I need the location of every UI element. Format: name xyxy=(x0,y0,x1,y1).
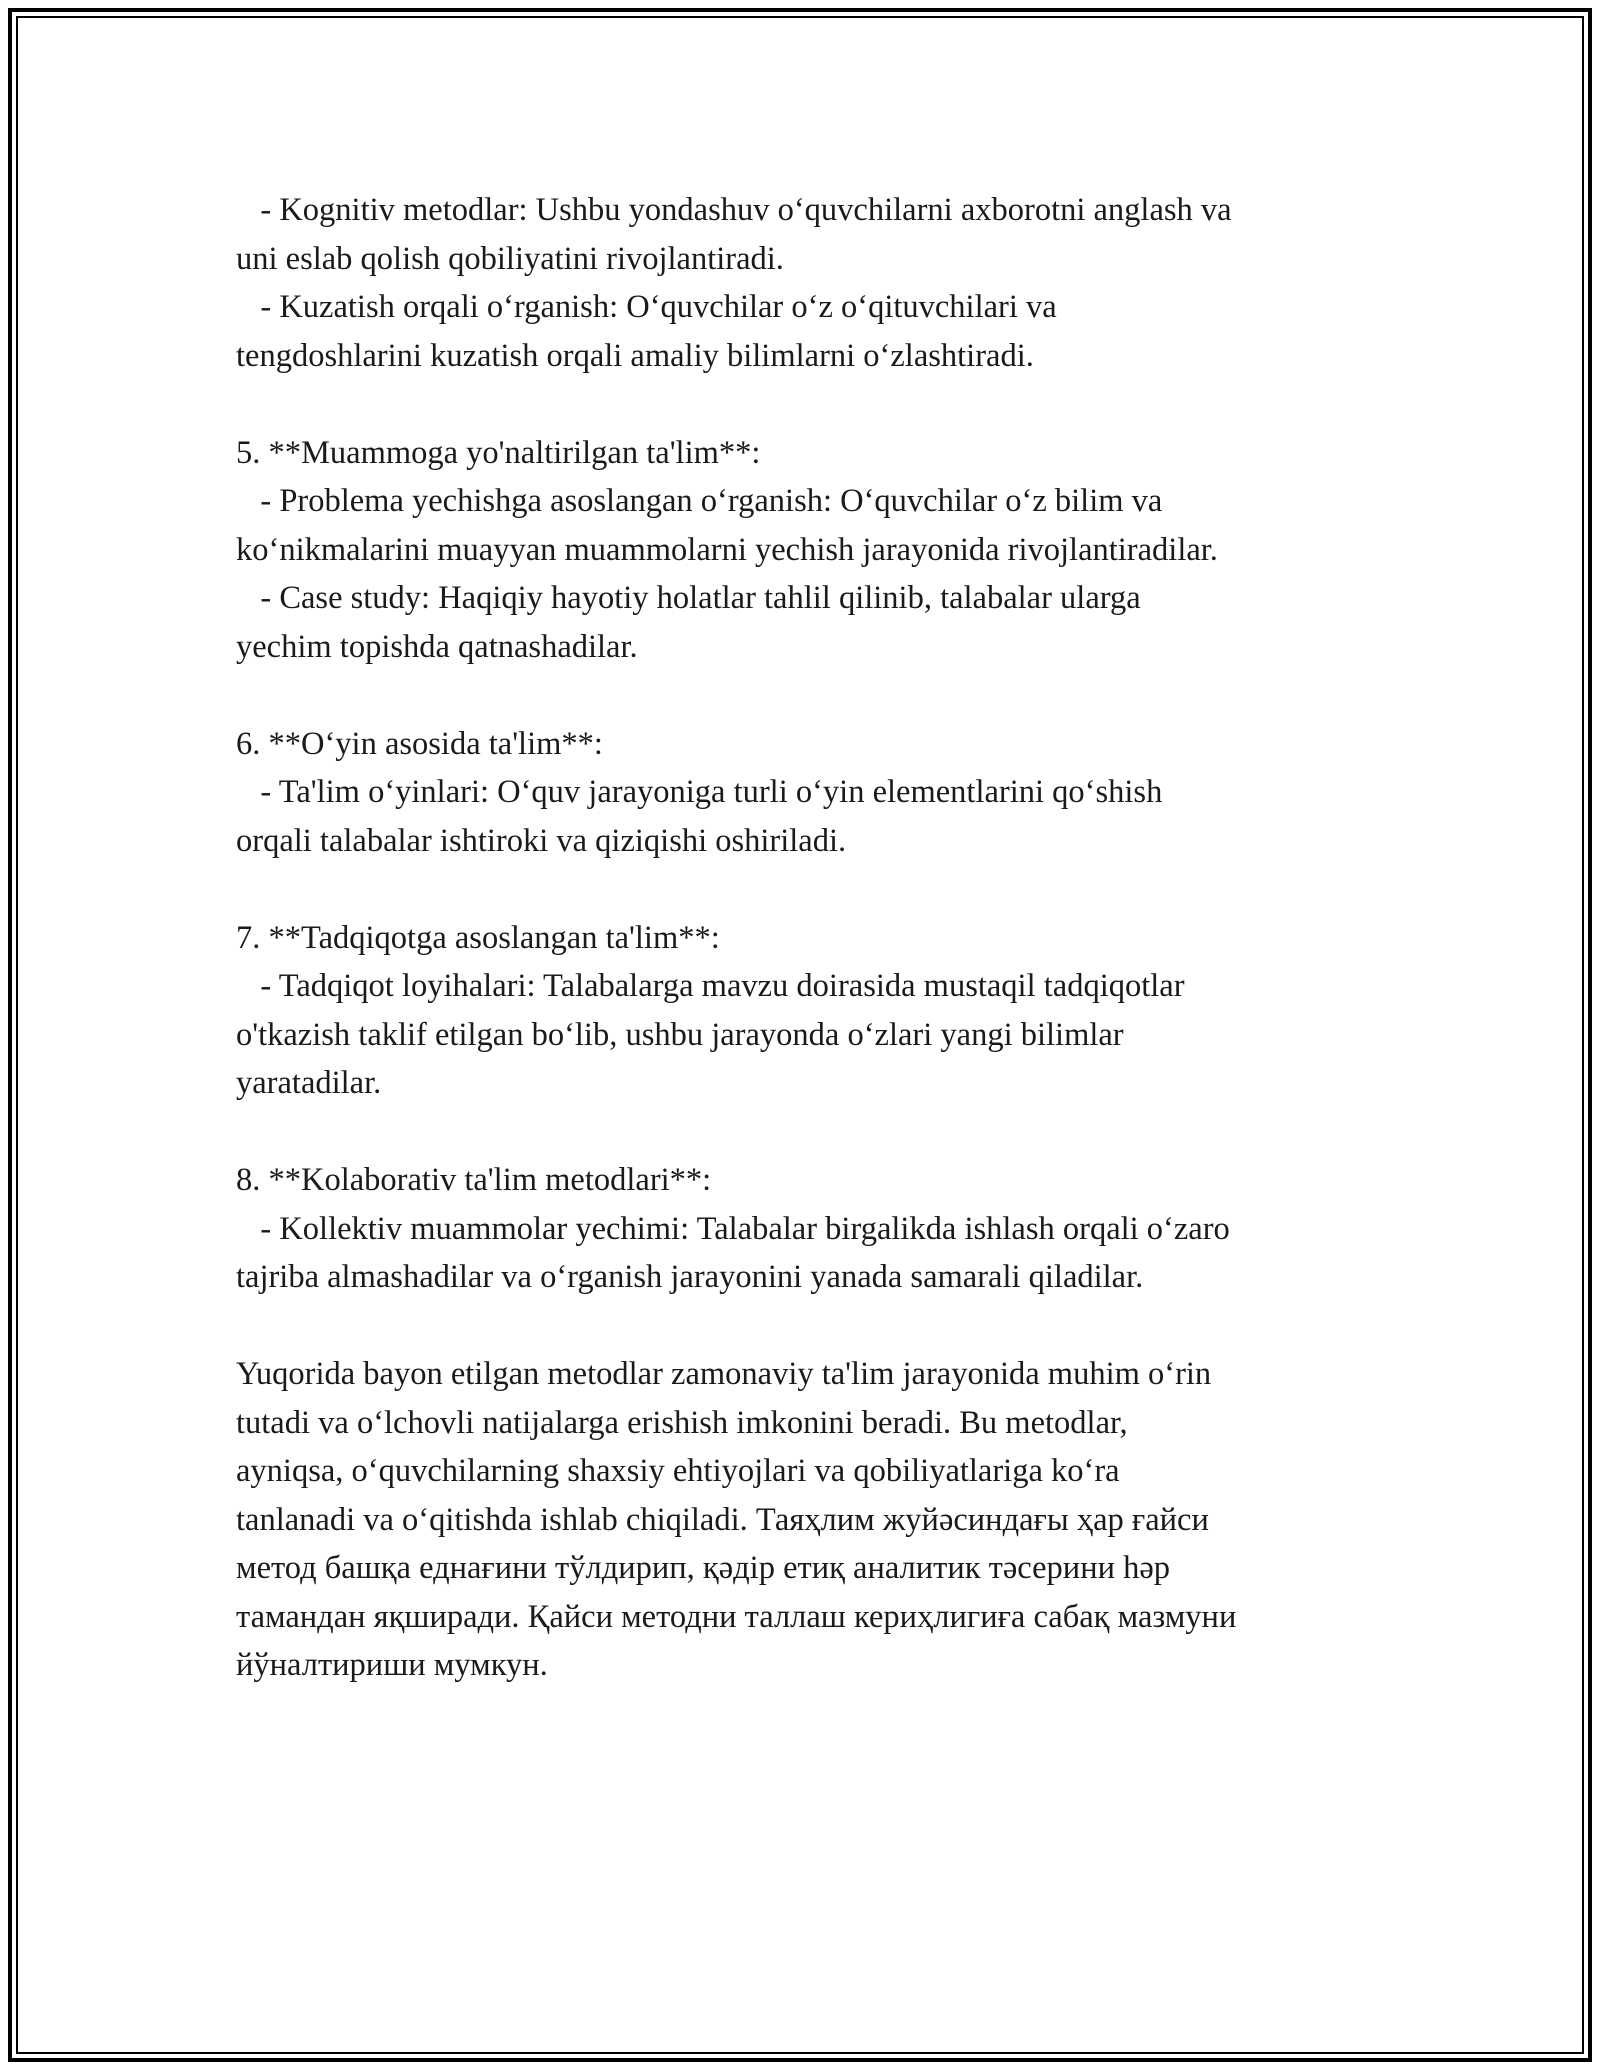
paragraph-line: tutadi va o‘lchovli natijalarga erishish imkonini beradi. Bu metodlar, xyxy=(236,1404,1128,1441)
text-line: - Problema yechishga asoslangan o‘rganish: O‘quvchilar o‘z bilim va xyxy=(236,483,1163,519)
text-line: o'tkazish taklif etilgan bo‘lib, ushbu jarayonda o‘zlari yangi bilimlar xyxy=(236,1016,1124,1053)
blank-line xyxy=(236,1108,1386,1157)
blank-line xyxy=(236,380,1386,429)
paragraph-line: tanlanadi va o‘qitishda ishlab chiqiladi. Таяҳлим жуйәсиндағы ҳар ғайси xyxy=(236,1501,1209,1538)
blank-line xyxy=(236,671,1386,720)
document-body xyxy=(236,186,1386,1690)
text-line: yechim topishda qatnashadilar. xyxy=(236,628,638,665)
text-line: ko‘nikmalarini muayyan muammolarni yechish jarayonida rivojlantiradilar. xyxy=(236,531,1218,568)
section-heading: 8. **Kolaborativ ta'lim metodlari**: xyxy=(236,1162,712,1198)
text-line: tengdoshlarini kuzatish orqali amaliy bilimlarni o‘zlashtiradi. xyxy=(236,337,1034,374)
text-line: - Kollektiv muammolar yechimi: Talabalar birgalikda ishlash orqali o‘zaro xyxy=(236,1210,1230,1247)
paragraph-line: метод башқа еднағини тўлдирип, қәдір етиқ аналитик тәсерини һәр xyxy=(236,1550,1171,1586)
text-line: yaratadilar. xyxy=(236,1065,382,1101)
section-heading: 7. **Tadqiqotga asoslangan ta'lim**: xyxy=(236,919,720,956)
text-line: - Kognitiv metodlar: Ushbu yondashuv o‘quvchilarni axborotni anglash va xyxy=(236,192,1232,228)
blank-line xyxy=(236,865,1386,914)
text-line: - Kuzatish orqali o‘rganish: O‘quvchilar o‘z o‘qituvchilari va xyxy=(236,289,1057,325)
paragraph-line: тамандан яқширади. Қайси методни таллаш кериҳлигиға сабақ мазмуни xyxy=(236,1598,1237,1635)
paragraph-line: йўналтириши мумкун. xyxy=(236,1647,548,1683)
blank-line xyxy=(236,1302,1386,1351)
paragraph-line: Yuqorida bayon etilgan metodlar zamonaviy ta'lim jarayonida muhim o‘rin xyxy=(236,1356,1212,1392)
text-line: orqali talabalar ishtiroki va qiziqishi oshiriladi. xyxy=(236,822,847,859)
text-line: - Tadqiqot loyihalari: Talabalarga mavzu doirasida mustaqil tadqiqotlar xyxy=(236,968,1185,1004)
text-line: tajriba almashadilar va o‘rganish jarayonini yanada samarali qiladilar. xyxy=(236,1259,1144,1295)
text-line: uni eslab qolish qobiliyatini rivojlantiradi. xyxy=(236,240,784,277)
text-line: - Case study: Haqiqiy hayotiy holatlar tahlil qilinib, talabalar ularga xyxy=(236,580,1141,616)
section-heading: 5. **Muammoga yo'naltirilgan ta'lim**: xyxy=(236,434,761,471)
section-heading: 6. **O‘yin asosida ta'lim**: xyxy=(236,725,603,762)
paragraph-line: ayniqsa, o‘quvchilarning shaxsiy ehtiyojlari va qobiliyatlariga ko‘ra xyxy=(236,1453,1120,1489)
text-line: - Ta'lim o‘yinlari: O‘quv jarayoniga turli o‘yin elementlarini qo‘shish xyxy=(236,774,1163,810)
